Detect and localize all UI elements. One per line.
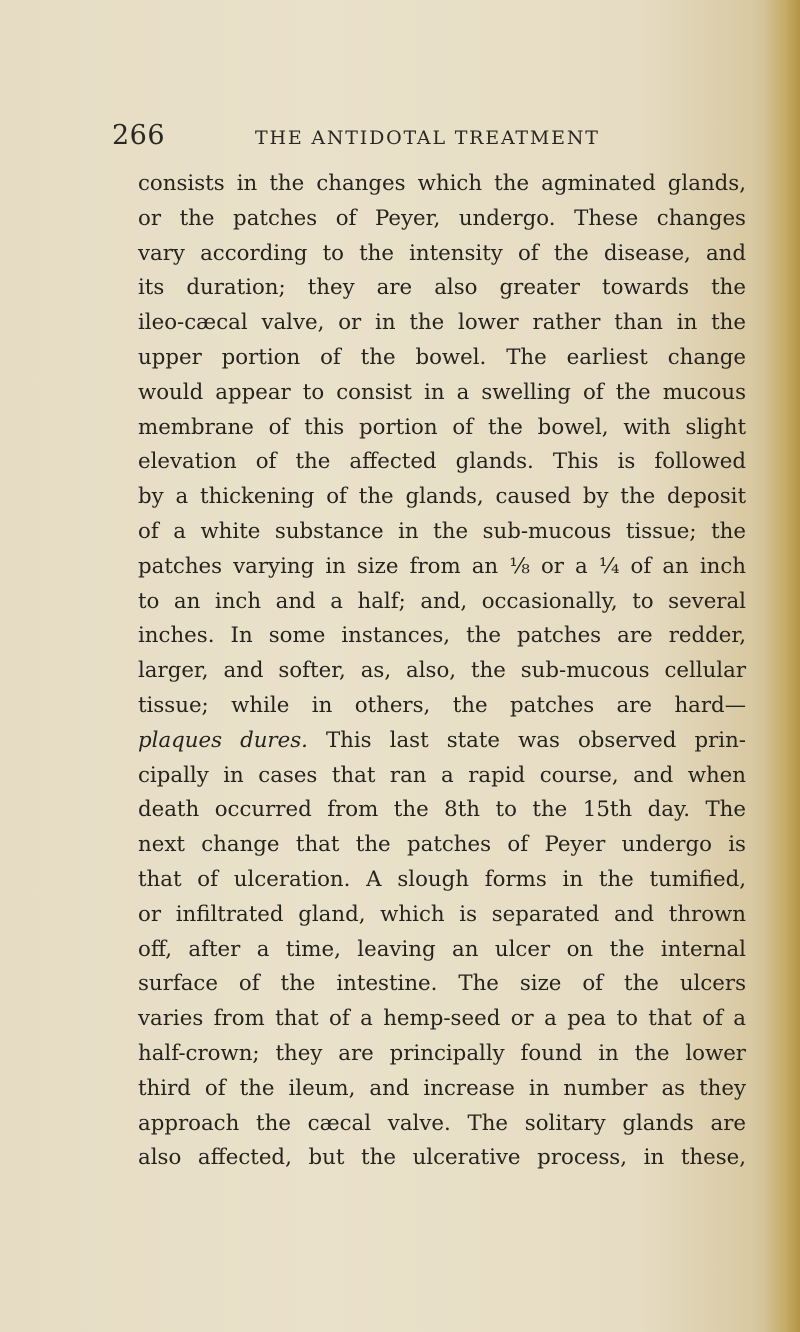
text-line: ileo-cæcal valve, or in the lower rather than in the	[138, 310, 746, 336]
text-line: by a thickening of the glands, caused by the deposit	[138, 484, 746, 510]
text-line: its duration; they are also greater towards the	[138, 275, 746, 301]
text-line: or the patches of Peyer, undergo. These changes	[138, 205, 746, 231]
text-line: or infiltrated gland, which is separated and thrown	[138, 901, 746, 927]
text-line: half-crown; they are principally found in the lower	[138, 1040, 746, 1066]
page-header	[112, 116, 672, 156]
text-line: cipally in cases that ran a rapid course, and when	[138, 762, 746, 788]
text-line: that of ulceration. A slough forms in the tumified,	[138, 866, 746, 892]
text-line: elevation of the affected glands. This is followed	[138, 449, 746, 475]
text-line: off, after a time, leaving an ulcer on the internal	[138, 936, 746, 962]
text-line: varies from that of a hemp-seed or a pea to that of a	[138, 1006, 746, 1032]
running-head: THE ANTIDOTAL TREATMENT	[255, 127, 600, 149]
text-line-with-italic	[138, 724, 746, 759]
text-line: surface of the intestine. The size of the ulcers	[138, 971, 746, 997]
text-line-remainder: This last state was observed prin-	[325, 727, 746, 753]
text-line: also affected, but the ulcerative process, in these,	[138, 1145, 746, 1171]
page-number: 266	[112, 120, 166, 151]
text-line: patches varying in size from an ⅛ or a ¼ of an inch	[138, 553, 746, 579]
text-line: approach the cæcal valve. The solitary glands are	[138, 1110, 746, 1136]
text-line: death occurred from the 8th to the 15th day. The	[138, 797, 746, 823]
text-line: of a white substance in the sub-mucous tissue; the	[138, 518, 746, 544]
text-line: next change that the patches of Peyer undergo is	[138, 832, 746, 858]
text-line: inches. In some instances, the patches are redder,	[138, 623, 746, 649]
text-line: would appear to consist in a swelling of the mucous	[138, 379, 746, 405]
page-edge-shadow	[764, 0, 800, 1332]
text-line: tissue; while in others, the patches are hard—	[138, 692, 746, 718]
text-line: third of the ileum, and increase in number as they	[138, 1075, 746, 1101]
body-text	[138, 167, 746, 1176]
text-line: vary according to the intensity of the disease, and	[138, 240, 746, 266]
italic-phrase: plaques dures.	[138, 727, 308, 753]
text-line: membrane of this portion of the bowel, with slight	[138, 414, 746, 440]
text-line: to an inch and a half; and, occasionally, to several	[138, 588, 746, 614]
text-line: upper portion of the bowel. The earliest change	[138, 344, 746, 370]
text-line: consists in the changes which the agminated glands,	[138, 171, 746, 196]
text-line: larger, and softer, as, also, the sub-mucous cellular	[138, 658, 746, 684]
